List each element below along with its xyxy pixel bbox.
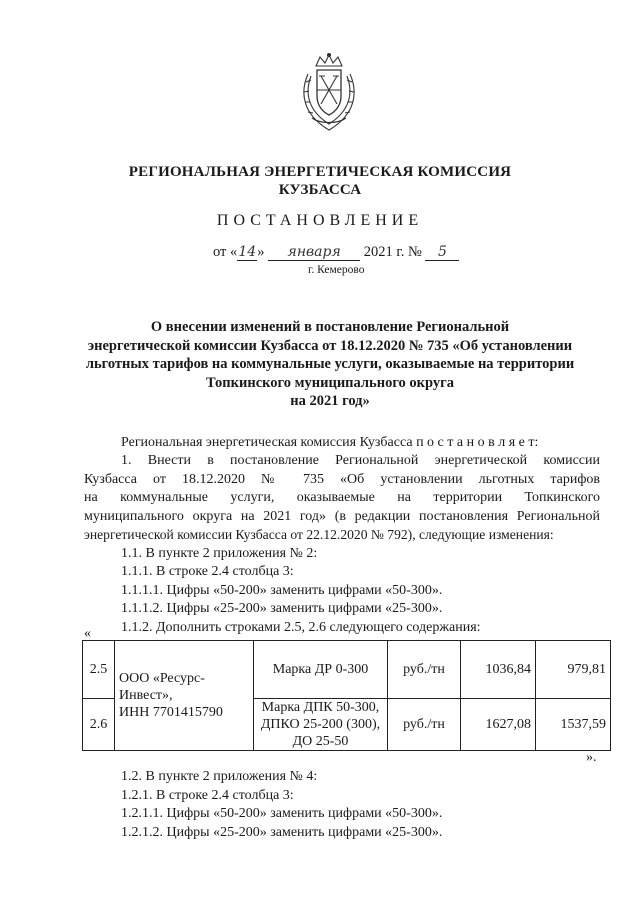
date-day: 14 xyxy=(238,244,257,260)
paragraph-1-line-3: на коммунальные услуги, оказываемые на территории Топкинского xyxy=(84,490,600,505)
unit-cell: руб./тн xyxy=(388,641,461,699)
date-month: января xyxy=(268,245,360,261)
subject-line-1: О внесении изменений в постановление Региональной xyxy=(150,319,510,335)
intro-text: Региональная энергетическая комиссия Кузбасса xyxy=(121,435,413,450)
paragraph-1-line-4: муниципального округа на 2021 год» (в редакции постановления Региональной xyxy=(84,508,600,524)
coal-grade-cell xyxy=(254,641,388,699)
coal-grade-line-2: ДПКО 25-200 (300), xyxy=(260,717,381,732)
tariff-value-2: 1537,59 xyxy=(536,699,611,751)
paragraph-1-2-1-1: 1.2.1.1. Цифры «50-200» заменить цифрами «50-300». xyxy=(121,806,443,821)
coal-grade-cell xyxy=(254,699,388,751)
organization-cell xyxy=(115,641,254,751)
paragraph-1-2: 1.2. В пункте 2 приложения № 4: xyxy=(121,769,318,784)
paragraph-1-1-1-1: 1.1.1.1. Цифры «50-200» заменить цифрами «50-300». xyxy=(121,582,443,598)
document-date-line xyxy=(213,244,459,261)
subject-line-2: энергетической комиссии Кузбасса от 18.12.2020 № 735 «Об установлении xyxy=(87,337,573,354)
document-type-heading: ПОСТАНОВЛЕНИЕ xyxy=(216,212,424,229)
resolution-intro xyxy=(121,434,538,453)
opening-quote: « xyxy=(84,626,91,641)
date-quote-close: » xyxy=(257,244,265,260)
paragraph-1-1-1-2: 1.1.1.2. Цифры «25-200» заменить цифрами «25-300». xyxy=(121,601,443,616)
unit-cell: руб./тн xyxy=(388,699,461,751)
table-row xyxy=(83,641,611,699)
closing-quote: ». xyxy=(586,750,597,765)
subject-line-4: Топкинского муниципального округа xyxy=(206,374,454,391)
paragraph-1-line-1: 1. Внести в постановление Региональной энергетической комиссии xyxy=(121,453,600,468)
organization-title-line-2: КУЗБАССА xyxy=(278,182,362,198)
organization-inn: ИНН 7701415790 xyxy=(119,705,223,720)
date-prefix: от « xyxy=(213,244,238,260)
paragraph-1-2-1: 1.2.1. В строке 2.4 столбца 3: xyxy=(121,787,294,803)
coat-of-arms-emblem xyxy=(298,52,360,134)
paragraph-1-1: 1.1. В пункте 2 приложения № 2: xyxy=(121,545,318,561)
paragraph-1-line-2: Кузбасса от 18.12.2020 № 735 «Об установлении льготных тарифов xyxy=(84,471,600,487)
document-number: 5 xyxy=(425,245,459,261)
row-number: 2.5 xyxy=(83,641,115,699)
subject-line-5: на 2021 год» xyxy=(290,393,370,409)
paragraph-1-line-5: энергетической комиссии Кузбасса от 22.12.2020 № 792), следующие изменения: xyxy=(84,527,554,542)
coal-grade-line-3: ДО 25-50 xyxy=(292,734,349,749)
coal-grade-line-1: Марка ДПК 50-300, xyxy=(261,700,380,715)
coal-grade-line-1: Марка ДР 0-300 xyxy=(272,662,369,677)
paragraph-1-2-1-2: 1.2.1.2. Цифры «25-200» заменить цифрами «25-300». xyxy=(121,824,443,840)
organization-title-line-1: РЕГИОНАЛЬНАЯ ЭНЕРГЕТИЧЕСКАЯ КОМИССИЯ xyxy=(128,164,512,180)
city-label: г. Кемерово xyxy=(308,264,365,276)
organization-name-line-2: Инвест», xyxy=(119,688,173,703)
date-year-number-label: 2021 г. № xyxy=(363,244,422,260)
paragraph-1-1-1: 1.1.1. В строке 2.4 столбца 3: xyxy=(121,564,294,579)
tariff-table xyxy=(82,640,611,751)
tariff-value-1: 1036,84 xyxy=(461,641,536,699)
subject-line-3: льготных тарифов на коммунальные услуги, оказываемые на территории xyxy=(85,356,575,372)
tariff-value-1: 1627,08 xyxy=(461,699,536,751)
paragraph-1-1-2: 1.1.2. Дополнить строками 2.5, 2.6 следующего содержания: xyxy=(121,619,481,635)
intro-resolves-spaced: п о с т а н о в л я е т: xyxy=(416,435,539,450)
tariff-value-2: 979,81 xyxy=(536,641,611,699)
row-number: 2.6 xyxy=(83,699,115,751)
organization-name-line-1: ООО «Ресурс- xyxy=(119,671,205,686)
